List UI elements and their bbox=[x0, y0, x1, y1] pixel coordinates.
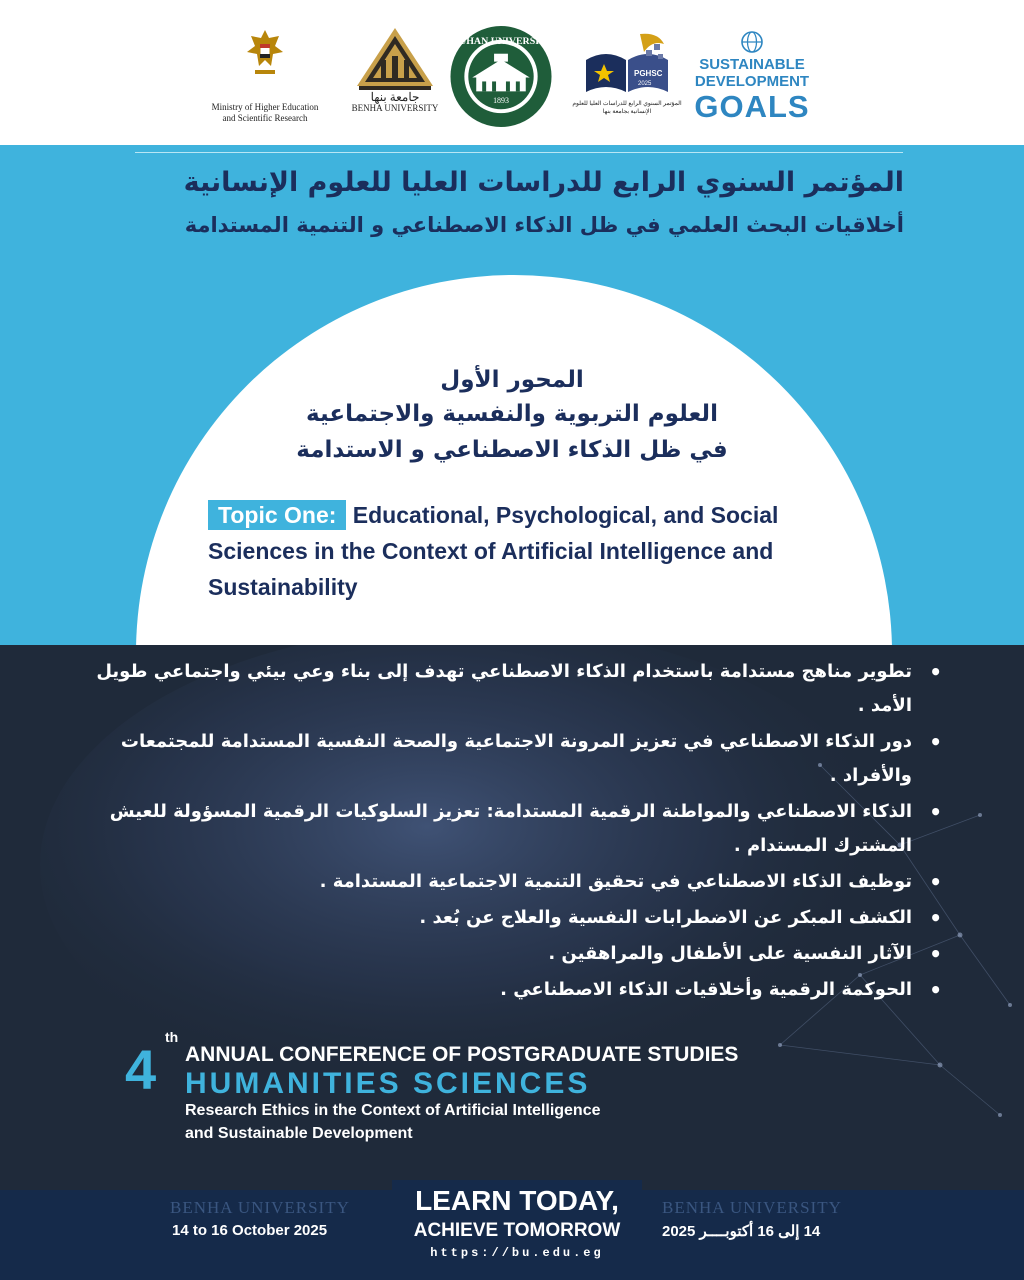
pghsc-label: PGHSC bbox=[634, 69, 663, 78]
conference-subtitle-ar: أخلاقيات البحث العلمي في ظل الذكاء الاصطناعي و التنمية المستدامة bbox=[184, 213, 904, 237]
divider bbox=[135, 152, 903, 153]
footer-slogan-box bbox=[392, 1180, 642, 1276]
axis-line-2-ar: في ظل الذكاء الاصطناعي و الاستدامة bbox=[296, 437, 728, 463]
footer-watermark-left: BENHA UNIVERSITY bbox=[170, 1198, 350, 1217]
ministry-logo bbox=[205, 26, 325, 131]
wuhan-name: WUHAN UNIVERSITY bbox=[449, 35, 553, 47]
un-globe-icon bbox=[740, 30, 764, 54]
topic-english bbox=[208, 497, 858, 605]
topic-item-6: • الآثار النفسية على الأطفال والمراهقين . bbox=[68, 937, 928, 971]
topic-item-5: • الكشف المبكر عن الاضطرابات النفسية والعلاج عن بُعد . bbox=[68, 901, 928, 935]
open-book-icon bbox=[582, 30, 672, 94]
axis-heading-ar: المحور الأول bbox=[440, 367, 584, 393]
sdg-logo bbox=[688, 30, 816, 135]
conference-line-4: and Sustainable Development bbox=[185, 1125, 413, 1142]
slogan-line-2: ACHIEVE TOMORROW bbox=[413, 1220, 621, 1241]
eagle-emblem-icon bbox=[245, 26, 285, 80]
wuhan-seal-icon bbox=[448, 24, 554, 129]
footer-url[interactable]: https://bu.edu.eg bbox=[430, 1246, 604, 1260]
pghsc-year: 2025 bbox=[638, 81, 652, 87]
footer-date-ar: 14 إلى 16 أكتوبــــر 2025 bbox=[662, 1223, 821, 1240]
topic-item-4: • توظيف الذكاء الاصطناعي في تحقيق التنمية الاجتماعية المستدامة . bbox=[68, 865, 928, 899]
wuhan-year: 1893 bbox=[493, 96, 509, 106]
ministry-caption: Ministry of Higher Education and Scientific Research bbox=[211, 102, 319, 123]
topic-item-1: • تطوير مناهج مستدامة باستخدام الذكاء الاصطناعي تهدف إلى بناء وعي بيئي واجتماعي طويل الأمد . bbox=[68, 655, 928, 723]
pyramid-emblem-icon bbox=[355, 26, 435, 92]
benha-caption: BENHA UNIVERSITY bbox=[351, 103, 439, 113]
title-section bbox=[0, 145, 1024, 645]
footer bbox=[0, 1185, 1024, 1280]
slogan-line-1: LEARN TODAY, bbox=[415, 1185, 619, 1216]
conference-line-1: ANNUAL CONFERENCE OF POSTGRADUATE STUDIES bbox=[185, 1043, 739, 1066]
conference-line-2: HUMANITIES SCIENCES bbox=[185, 1067, 591, 1100]
conference-number: 4 bbox=[125, 1038, 157, 1101]
topic-tag: Topic One: bbox=[208, 500, 346, 530]
topics-list bbox=[68, 655, 928, 1009]
topic-text: Educational, Psychological, and Social Sciences in the Context of Artificial Intelligence and Sustainability bbox=[208, 502, 779, 600]
benha-arabic-name: جامعة بنها bbox=[370, 90, 420, 104]
sdg-goals-word: GOALS bbox=[694, 89, 810, 124]
topics-section bbox=[0, 645, 1024, 1190]
sdg-line-1: SUSTAINABLE bbox=[699, 56, 805, 73]
pghsc-logo bbox=[572, 30, 682, 135]
conference-number-suffix: th bbox=[165, 1029, 179, 1045]
pghsc-caption: المؤتمر السنوي الرابع للدراسات العليا للعلوم الإنسانية بجامعة بنها bbox=[572, 101, 682, 115]
wuhan-university-logo bbox=[448, 24, 554, 129]
topic-item-2: • دور الذكاء الاصطناعي في تعزيز المرونة الاجتماعية والصحة النفسية المستدامة للمجتمعات والأفراد . bbox=[68, 725, 928, 793]
conference-title-ar: المؤتمر السنوي الرابع للدراسات العليا للعلوم الإنسانية bbox=[183, 167, 904, 198]
logo-header bbox=[0, 0, 1024, 145]
benha-university-logo bbox=[350, 26, 440, 131]
axis-line-1-ar: العلوم التربوية والنفسية والاجتماعية bbox=[306, 401, 718, 427]
footer-watermark-right: BENHA UNIVERSITY bbox=[662, 1198, 842, 1217]
conference-line-3: Research Ethics in the Context of Artificial Intelligence bbox=[185, 1102, 601, 1119]
footer-date-en: 14 to 16 October 2025 bbox=[172, 1222, 328, 1239]
topic-item-3: • الذكاء الاصطناعي والمواطنة الرقمية المستدامة: تعزيز السلوكيات الرقمية المسؤولة للعيش المشترك المستدام . bbox=[68, 795, 928, 863]
topic-item-7: • الحوكمة الرقمية وأخلاقيات الذكاء الاصطناعي . bbox=[68, 973, 928, 1007]
sdg-line-2: DEVELOPMENT bbox=[694, 73, 810, 90]
